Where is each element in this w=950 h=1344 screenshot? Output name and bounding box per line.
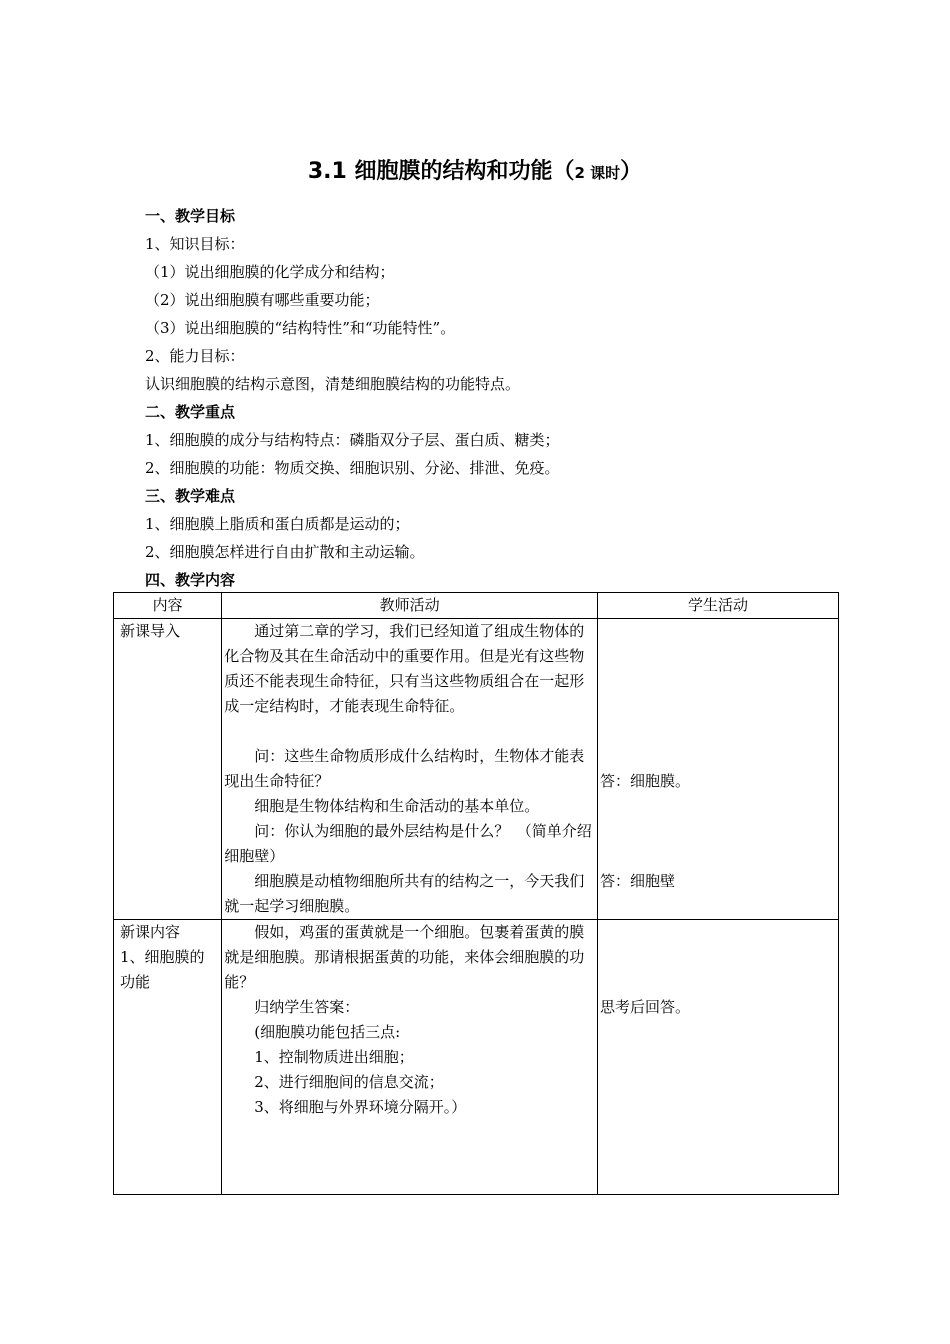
student-activity-cell <box>598 619 839 920</box>
student-answer: 答：细胞壁 <box>600 872 676 890</box>
text-line: 2、细胞膜的功能：物质交换、细胞识别、分泌、排泄、免疫。 <box>145 459 560 477</box>
text-line: 1、细胞膜的成分与结构特点：磷脂双分子层、蛋白质、糖类； <box>145 431 560 449</box>
teacher-activity-cell <box>222 619 598 920</box>
title-main: 3.1 细胞膜的结构和功能（ <box>307 159 575 184</box>
teacher-paragraph: 问：这些生命物质形成什么结构时，生物体才能表现出生命特征？ <box>224 747 585 790</box>
lesson-table <box>113 592 839 1195</box>
row-content-cell <box>114 920 222 1195</box>
text-line: 1、知识目标： <box>145 235 245 253</box>
column-header-student: 学生活动 <box>598 593 839 619</box>
teacher-paragraph: 归纳学生答案： <box>254 998 360 1016</box>
table-row <box>114 920 839 1195</box>
student-answer: 答：细胞膜。 <box>600 772 691 790</box>
table-row <box>114 619 839 920</box>
table-header-row <box>114 593 839 619</box>
title-close: ） <box>620 159 643 184</box>
teacher-paragraph: 3、将细胞与外界环境分隔开。） <box>254 1098 467 1116</box>
title-sub: 2 课时 <box>574 164 621 182</box>
teacher-paragraph: 细胞是生物体结构和生命活动的基本单位。 <box>254 797 540 815</box>
document-body <box>145 202 845 594</box>
teacher-paragraph: 通过第二章的学习，我们已经知道了组成生物体的化合物及其在生命活动中的重要作用。但是光有这些物质还不能表现生命特征，只有当这些物质组合在一起形成一定结构时，才能表现生命特征。 <box>224 622 585 715</box>
text-line: （3）说出细胞膜的“结构特性”和“功能特性”。 <box>145 319 456 337</box>
column-header-content: 内容 <box>114 593 222 619</box>
teacher-paragraph: (细胞膜功能包括三点: <box>254 1023 401 1041</box>
text-line: （1）说出细胞膜的化学成分和结构； <box>145 263 395 281</box>
text-line: 1、细胞膜上脂质和蛋白质都是运动的； <box>145 515 410 533</box>
column-header-teacher: 教师活动 <box>222 593 598 619</box>
section-heading-difficulties: 三、教学难点 <box>145 487 236 505</box>
teacher-activity-cell <box>222 920 598 1195</box>
teacher-paragraph: 1、控制物质进出细胞； <box>254 1048 414 1066</box>
teacher-paragraph: 问：你认为细胞的最外层结构是什么？ （简单介绍细胞壁） <box>224 822 592 865</box>
text-line: （2）说出细胞膜有哪些重要功能； <box>145 291 380 309</box>
teacher-paragraph: 细胞膜是动植物细胞所共有的结构之一，今天我们就一起学习细胞膜。 <box>224 872 585 915</box>
text-line: 认识细胞膜的结构示意图，清楚细胞膜结构的功能特点。 <box>145 375 521 393</box>
content-label: 新课内容 <box>120 923 181 941</box>
teacher-paragraph: 2、进行细胞间的信息交流； <box>254 1073 444 1091</box>
content-label: 1、细胞膜的功能 <box>120 948 205 991</box>
student-activity-cell <box>598 920 839 1195</box>
page-title <box>0 154 950 191</box>
student-answer: 思考后回答。 <box>600 998 691 1016</box>
row-content-cell <box>114 619 222 920</box>
section-heading-objectives: 一、教学目标 <box>145 207 236 225</box>
text-line: 2、细胞膜怎样进行自由扩散和主动运输。 <box>145 543 425 561</box>
text-line: 2、能力目标： <box>145 347 245 365</box>
content-label: 新课导入 <box>120 622 181 640</box>
teacher-paragraph: 假如，鸡蛋的蛋黄就是一个细胞。包裹着蛋黄的膜就是细胞膜。那请根据蛋黄的功能，来体会细胞膜的功能？ <box>224 923 585 991</box>
section-heading-content: 四、教学内容 <box>145 571 236 589</box>
section-heading-key-points: 二、教学重点 <box>145 403 236 421</box>
